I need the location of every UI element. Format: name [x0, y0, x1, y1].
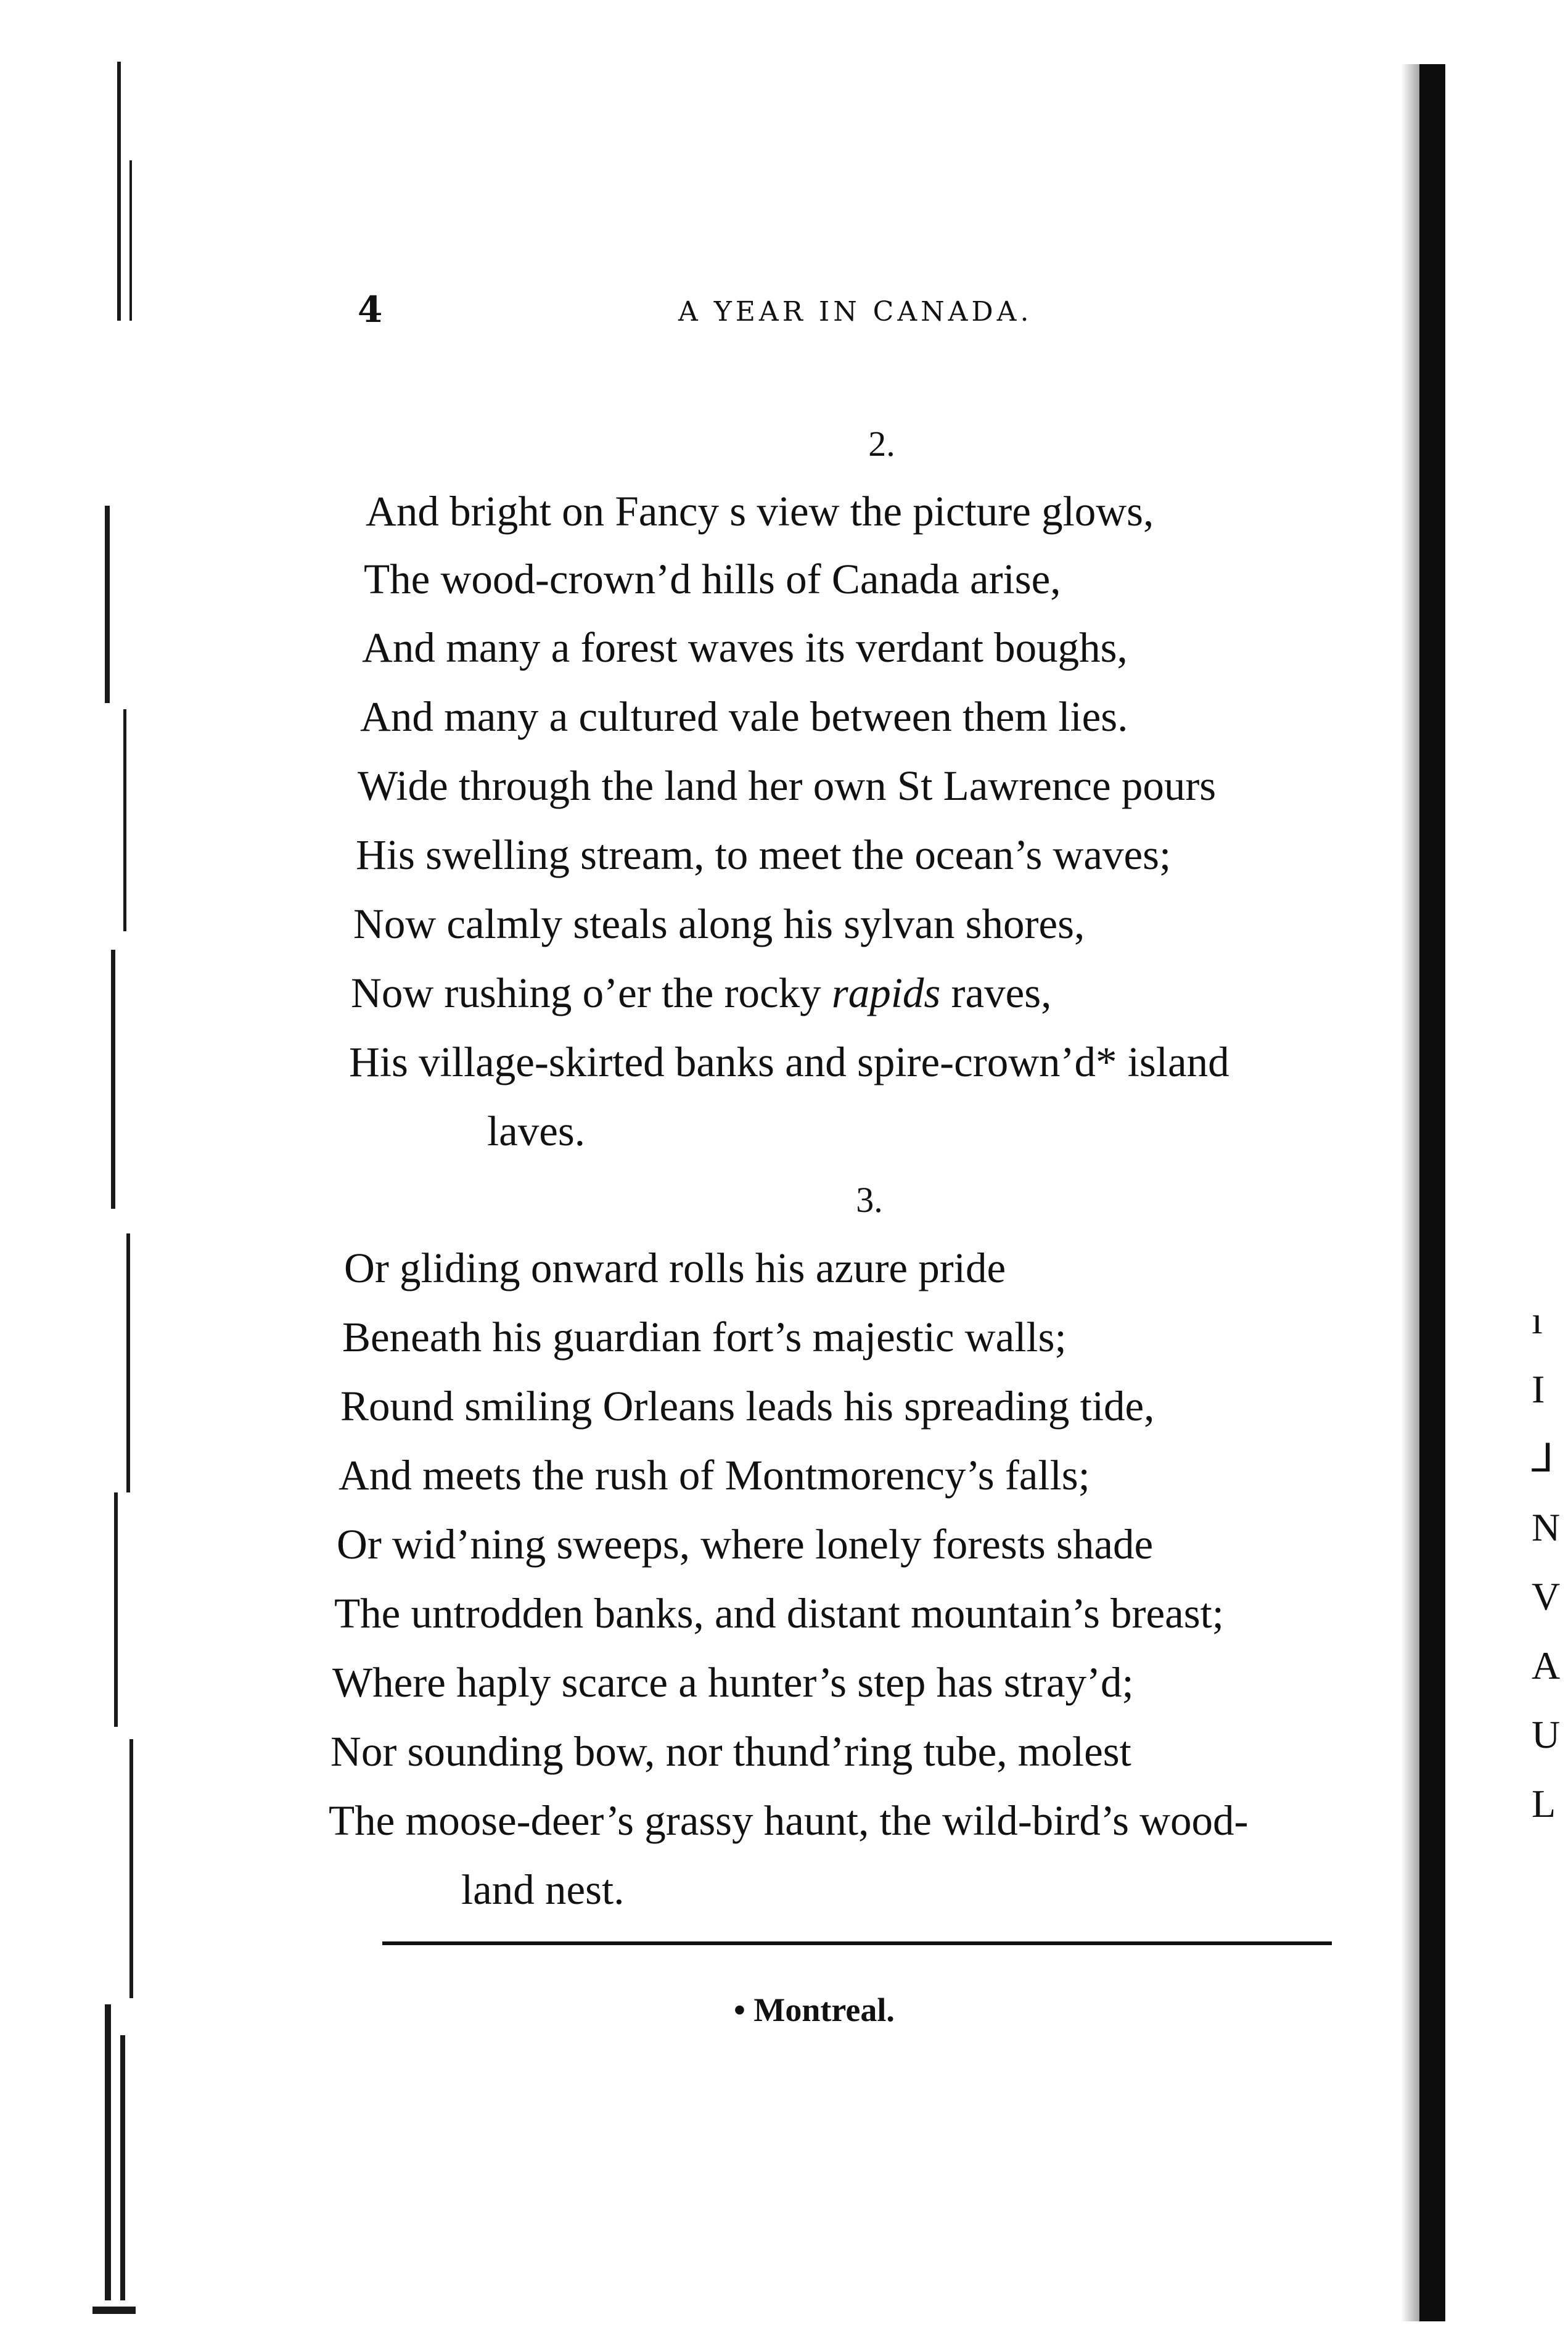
- verse-line: And many a cultured vale between them lies.: [360, 693, 1128, 740]
- verse-line: His village-skirted banks and spire-crown’d* island: [349, 1039, 1229, 1085]
- verse-line: Or gliding onward rolls his azure pride: [344, 1245, 1006, 1291]
- facing-letter: ı: [1532, 1298, 1543, 1342]
- facing-letter: U: [1532, 1713, 1561, 1756]
- verse-line: Now calmly steals along his sylvan shores,: [353, 900, 1085, 947]
- italic-word: rapids: [831, 969, 941, 1016]
- left-gutter-scan-marks: [92, 0, 185, 2338]
- verse-line: The wood-crown’d hills of Canada arise,: [364, 556, 1061, 603]
- verse-line: Or wid’ning sweeps, where lonely forests shade: [337, 1521, 1154, 1568]
- verse-line: And bright on Fancy s view the picture glows,: [366, 488, 1154, 535]
- footnote: • Montreal.: [734, 1991, 895, 2028]
- facing-letter: L: [1532, 1782, 1556, 1826]
- footnote-rule: [382, 1941, 1332, 1945]
- facing-page-letters: [1532, 1286, 1568, 1838]
- verse-line: Round smiling Orleans leads his spreading tide,: [340, 1383, 1155, 1430]
- stanza-number: 3.: [856, 1180, 883, 1220]
- running-head: [358, 289, 1098, 344]
- verse-line: Wide through the land her own St Lawrence pours: [358, 762, 1217, 809]
- verse-line: The moose-deer’s grassy haunt, the wild-bird’s wood-: [329, 1797, 1249, 1844]
- verse-line: Where haply scarce a hunter’s step has stray’d;: [332, 1659, 1134, 1706]
- stanza-number: 2.: [868, 424, 895, 464]
- binding-shadow: [1401, 64, 1419, 2321]
- page-number: 4: [358, 289, 383, 331]
- verse-line-continuation: laves.: [487, 1108, 586, 1155]
- facing-letter: A: [1532, 1644, 1561, 1687]
- facing-letter: ⅃: [1532, 1436, 1554, 1480]
- facing-letter: N: [1532, 1505, 1561, 1549]
- running-title: A YEAR IN CANADA.: [678, 296, 1033, 327]
- binding-edge: [1419, 64, 1445, 2321]
- facing-letter: V: [1532, 1574, 1561, 1618]
- verse-line: Beneath his guardian fort’s majestic walls;: [342, 1314, 1067, 1360]
- verse-line: Nor sounding bow, nor thund’ring tube, molest: [330, 1728, 1131, 1775]
- verse-line-continuation: land nest.: [461, 1866, 625, 1913]
- verse-line: And many a forest waves its verdant boughs,: [362, 624, 1128, 671]
- verse-line: And meets the rush of Montmorency’s falls;: [339, 1452, 1090, 1499]
- facing-letter: I: [1532, 1367, 1545, 1411]
- verse-line: His swelling stream, to meet the ocean’s waves;: [356, 831, 1172, 878]
- verse-line: The untrodden banks, and distant mountain’s breast;: [334, 1590, 1224, 1637]
- verse-line: Now rushing o’er the rocky rapids raves,: [351, 969, 1052, 1016]
